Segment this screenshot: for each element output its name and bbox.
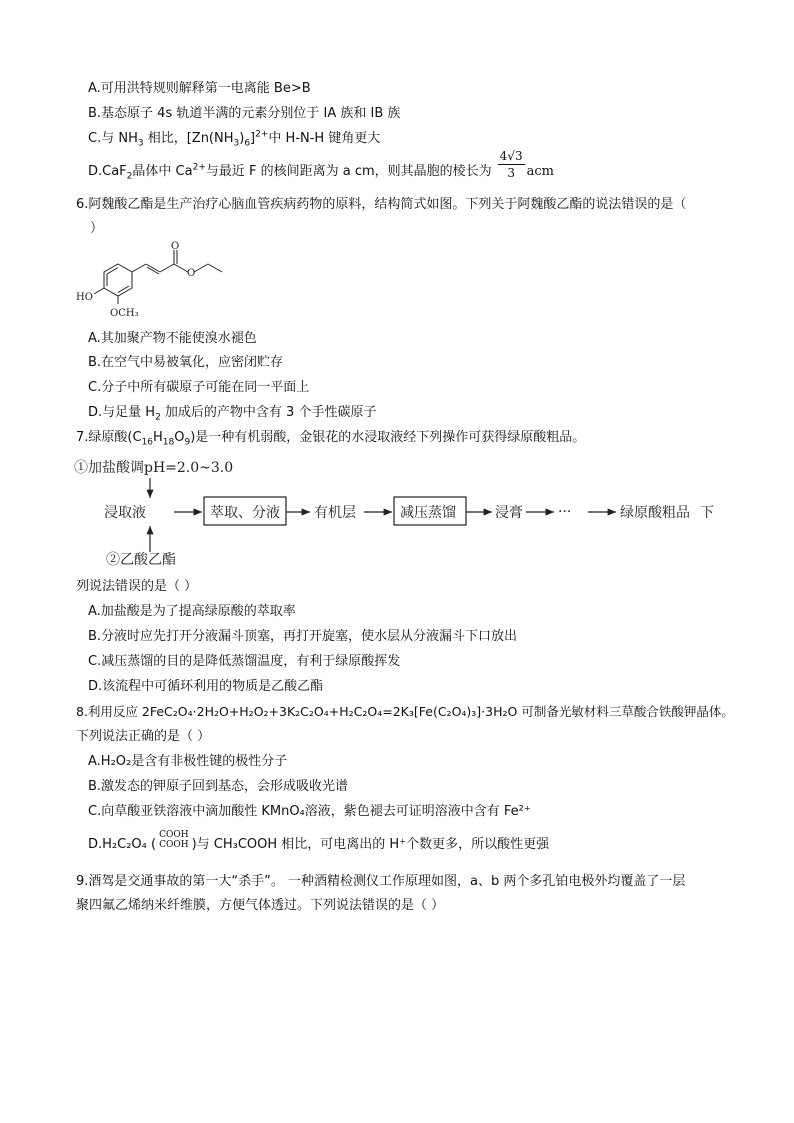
q6-option-c: C.分子中所有碳原子可能在同一平面上 (88, 380, 310, 395)
flow-node-product: 绿原酸粗品 (620, 505, 690, 521)
flow-node-organic: 有机层 (314, 505, 356, 521)
q8-stem-line2: 下列说法正确的是（ ） (76, 729, 211, 744)
q7-stem-cont: 列说法错误的是（ ） (76, 579, 198, 594)
q7-option-c: C.减压蒸馏的目的是降低蒸馏温度，有利于绿原酸挥发 (88, 654, 401, 669)
q5-option-c: C.与 $NH_3$ 相比，$[Zn(NH_3)_6]^{2+}$中 H-N-H 键角更大 (88, 129, 381, 149)
oxalic-acid-structure: COOH COOH (159, 829, 189, 850)
q5-option-b: B.基态原子 4s 轨道半满的元素分别位于 IA 族和 IB 族 (88, 106, 401, 121)
q8-option-d: D.H₂C₂O₄ ( COOH COOH )与 CH₃COOH 相比，可电离出的 H⁺个数更多，所以酸性更强 (88, 829, 550, 852)
flow-box1-label: 萃取、分液 (210, 505, 280, 521)
q8-option-a: A.H₂O₂是含有非极性键的极性分子 (88, 754, 288, 769)
q8-stem-line1: 8.利用反应 2FeC₂O₄·2H₂O+H₂O₂+3K₂C₂O₄+H₂C₂O₄=2K₃[Fe(C₂O₄)₃]·3H₂O 可制备光敏材料三草酸合铁酸钾晶体。 (76, 704, 734, 719)
flow-step1: ①加盐酸调pH=2.0~3.0 (74, 460, 234, 476)
flow-step2: ②乙酸乙酯 (106, 552, 176, 568)
q8-option-b: B.激发态的钾原子回到基态，会形成吸收光谱 (88, 779, 349, 794)
q6-stem-end: ） (90, 221, 104, 236)
fraction: $\frac{4√3}{3}$ (499, 149, 523, 180)
q7-option-d: D.该流程中可循环利用的物质是乙酸乙酯 (88, 679, 324, 694)
q8-option-c: C.向草酸亚铁溶液中滴加酸性 KMnO₄溶液，紫色褪去可证明溶液中含有 Fe²⁺ (88, 804, 531, 819)
q6-option-a: A.其加聚产物不能使溴水褪色 (88, 331, 257, 346)
q7-option-a: A.加盐酸是为了提高绿原酸的萃取率 (88, 604, 296, 619)
q5-option-a: A.可用洪特规则解释第一电离能 Be>B (88, 81, 311, 96)
flow-node-paste: 浸膏 (495, 505, 523, 521)
och3-label: OCH₃ (110, 308, 139, 319)
q9-stem-line1: 9.酒驾是交通事故的第一大“杀手”。 一种酒精检测仪工作原理如图，a、b 两个多孔铂电极外均覆盖了一层 (76, 874, 686, 889)
q5-option-d: D.CaF$_2$晶体中 $Ca^{2+}$与最近 F 的核间距离为 a cm，则其晶胞的棱长为 $\frac{4√3}{3}$ acm (88, 149, 554, 182)
ho-label: HO (76, 292, 93, 303)
svg-text:O: O (187, 268, 196, 279)
flow-box2-label: 减压蒸馏 (400, 505, 456, 521)
flow-dots: ··· (558, 504, 572, 520)
flow-node-extract: 浸取液 (104, 505, 146, 521)
q7-option-b: B.分液时应先打开分液漏斗顶塞，再打开旋塞，使水层从分液漏斗下口放出 (88, 629, 518, 644)
q6-option-b: B.在空气中易被氧化，应密闭贮存 (88, 355, 284, 370)
q6-stem: 6.阿魏酸乙酯是生产治疗心脑血管疾病药物的原料，结构简式如图。下列关于阿魏酸乙酯的说法错误的是（ (76, 197, 687, 212)
carbonyl-oxygen-label: O (171, 241, 180, 252)
q9-stem-line2: 聚四氟乙烯纳米纤维膜，方便气体透过。下列说法错误的是（ ） (76, 898, 445, 913)
flow-tail: 下 (700, 505, 714, 521)
q6-option-d: D.与足量 $H_2$ 加成后的产物中含有 3 个手性碳原子 (88, 405, 377, 423)
q7-stem: 7.绿原酸$(C_{16}H_{18}O_9)$是一种有机弱酸，金银花的水浸取液经下列操作可获得绿原酸粗品。 (76, 430, 586, 448)
q7-flowchart (74, 452, 724, 572)
ethyl-ferulate-structure (74, 240, 234, 322)
